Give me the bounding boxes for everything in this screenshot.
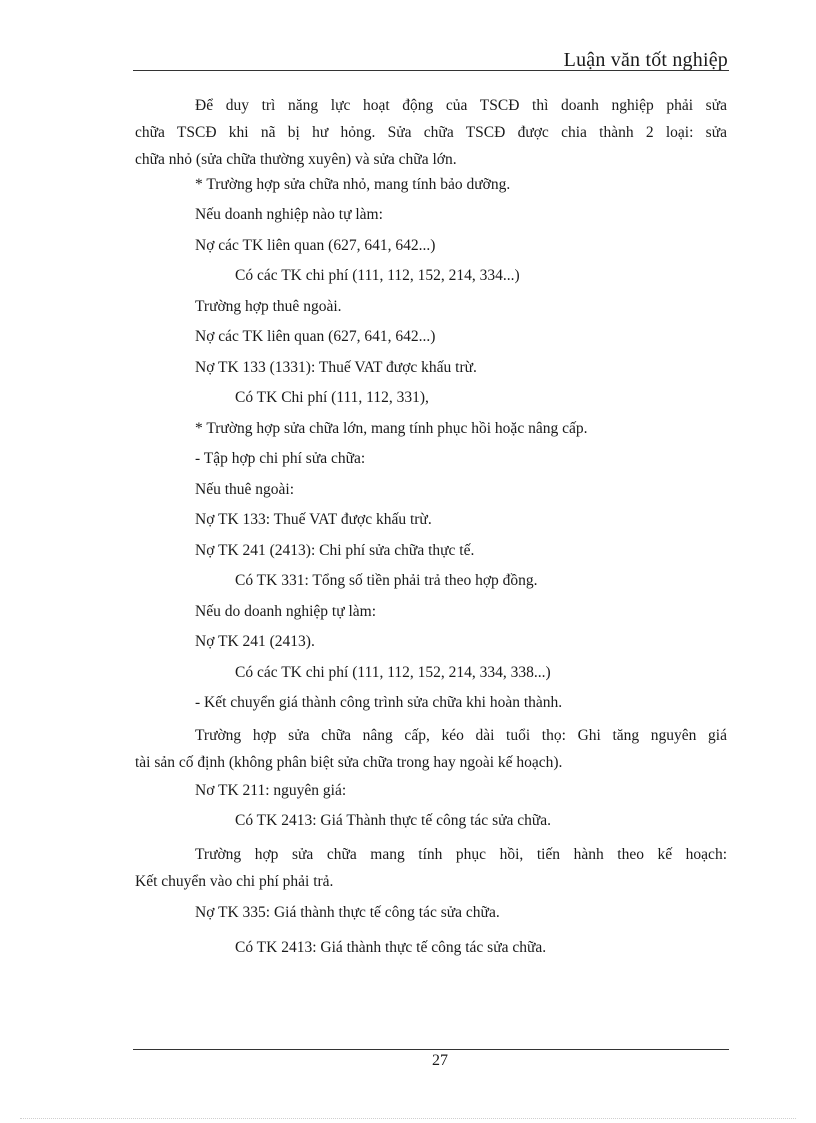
text-line: Nợ TK 241 (2413): Chi phí sửa chữa thực tế. (195, 542, 475, 559)
text-line: Nếu thuê ngoài: (195, 481, 295, 498)
page-number: 27 (432, 1052, 448, 1069)
text-line: Có TK 331: Tổng số tiền phải trả theo hợp đồng. (235, 572, 538, 589)
text-line: Có các TK chi phí (111, 112, 152, 214, 334...) (235, 267, 520, 284)
paragraph-line: Trường hợp sửa chữa nâng cấp, kéo dài tuổi thọ: Ghi tăng nguyên giá (195, 727, 727, 744)
text-line: * Trường hợp sửa chữa lớn, mang tính phục hồi hoặc nâng cấp. (195, 420, 588, 437)
text-line: Nếu doanh nghiệp nào tự làm: (195, 206, 383, 223)
paragraph-upgrade (135, 722, 727, 776)
text-line: - Kết chuyển giá thành công trình sửa chữa khi hoàn thành. (195, 694, 563, 711)
text-line: Nơ TK 211: nguyên giá: (195, 782, 347, 799)
text-line: Nợ các TK liên quan (627, 641, 642...) (195, 237, 436, 254)
paragraph-line: tài sản cố định (không phân biệt sửa chữa trong hay ngoài kế hoạch). (135, 754, 563, 771)
paragraph-intro (135, 92, 727, 173)
paragraph-line: chữa TSCĐ khi nã bị hư hỏng. Sửa chữa TSCĐ được chia thành 2 loại: sửa (135, 124, 727, 141)
footer-rule (133, 1049, 729, 1050)
text-line: Nợ TK 335: Giá thành thực tế công tác sửa chữa. (195, 904, 500, 921)
paragraph-line: chữa nhỏ (sửa chữa thường xuyên) và sửa chữa lớn. (135, 151, 457, 168)
text-line: Nợ TK 133 (1331): Thuế VAT được khấu trừ. (195, 359, 477, 376)
paragraph-line: Trường hợp sửa chữa mang tính phục hồi, tiến hành theo kế hoạch: (195, 846, 727, 863)
text-line: - Tập hợp chi phí sửa chữa: (195, 450, 366, 467)
text-line: Có TK Chi phí (111, 112, 331), (235, 389, 429, 406)
text-line: Nợ TK 241 (2413). (195, 633, 315, 650)
text-line: Nếu do doanh nghiệp tự làm: (195, 603, 377, 620)
paragraph-restoration (135, 841, 727, 895)
text-line: * Trường hợp sửa chữa nhỏ, mang tính bảo dưỡng. (195, 176, 511, 193)
text-line: Có TK 2413: Giá thành thực tế công tác sửa chữa. (235, 939, 547, 956)
text-line: Có TK 2413: Giá Thành thực tế công tác sửa chữa. (235, 812, 552, 829)
paragraph-line: Kết chuyển vào chi phí phải trả. (135, 873, 334, 890)
text-line: Nợ TK 133: Thuế VAT được khấu trừ. (195, 511, 432, 528)
header-title: Luận văn tốt nghiệp (563, 49, 728, 71)
header-rule (133, 70, 729, 71)
text-line: Có các TK chi phí (111, 112, 152, 214, 334, 338...) (235, 664, 551, 681)
text-line: Nợ các TK liên quan (627, 641, 642...) (195, 328, 436, 345)
paragraph-line: Để duy trì năng lực hoạt động của TSCĐ thì doanh nghiệp phải sửa (195, 97, 727, 114)
page-edge (20, 1118, 796, 1119)
text-line: Trường hợp thuê ngoài. (195, 298, 342, 315)
